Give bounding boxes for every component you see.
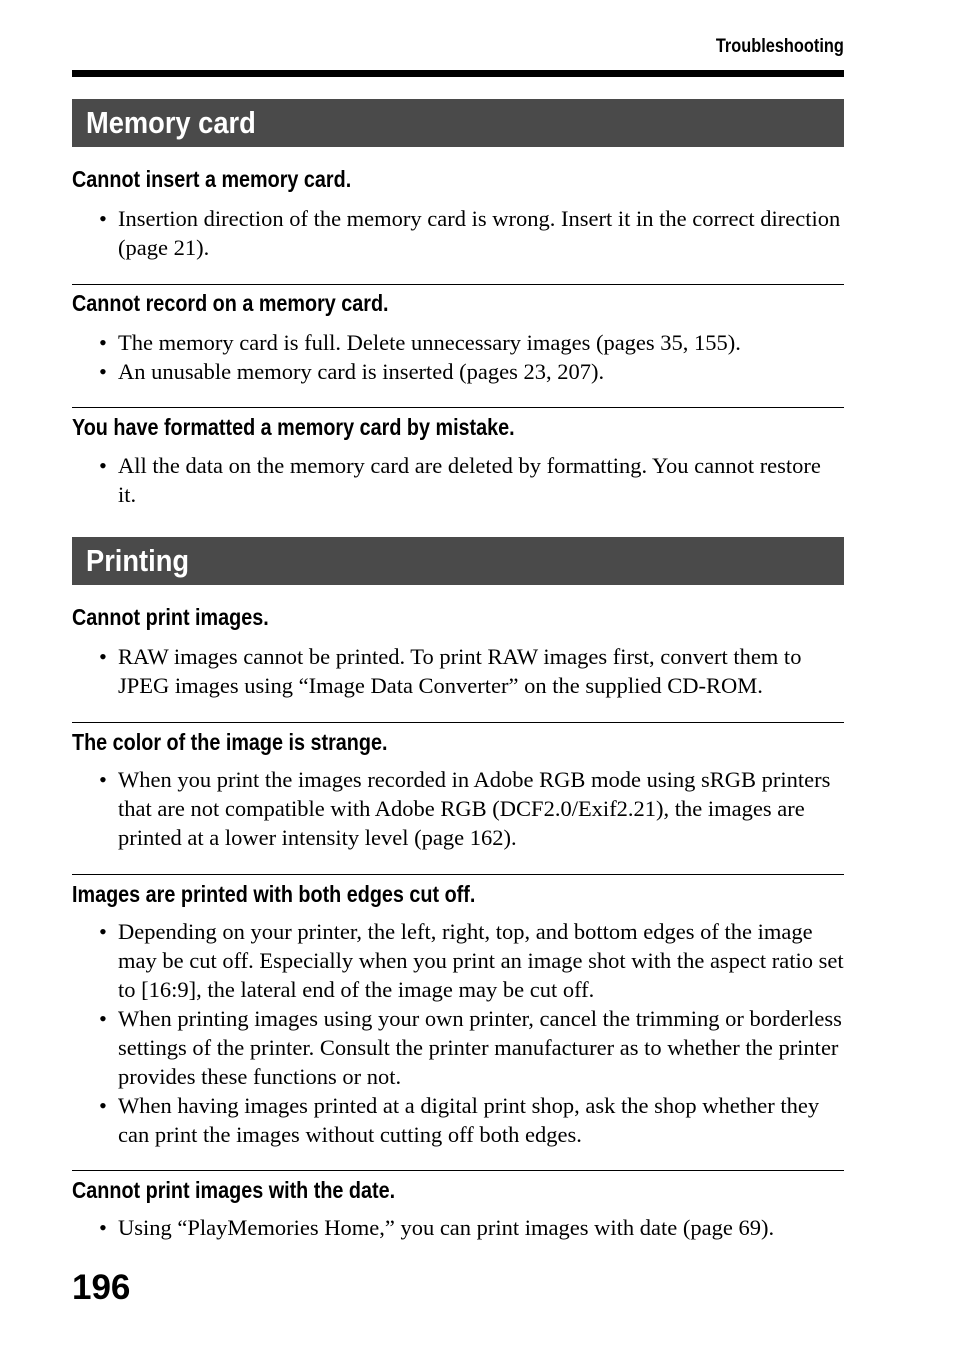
- faq-question: Cannot print images.: [72, 604, 269, 630]
- page-number: 196: [72, 1268, 131, 1307]
- faq-answer: • An unusable memory card is inserted (pages 23, 207).: [72, 357, 844, 386]
- faq-answer-list: [72, 204, 844, 262]
- section-title-text: Memory card: [86, 105, 256, 140]
- faq-item: [72, 874, 844, 1149]
- faq-item: [72, 284, 844, 386]
- faq-question: You have formatted a memory card by mistake.: [72, 414, 515, 440]
- faq-answer: • Insertion direction of the memory card is wrong. Insert it in the correct direction (page 21).: [72, 204, 844, 262]
- faq-answer: • RAW images cannot be printed. To print RAW images first, convert them to JPEG images using “Image Data Converter” on the supplied CD-ROM.: [72, 642, 844, 700]
- faq-answer-list: [72, 765, 844, 852]
- faq-question: Cannot print images with the date.: [72, 1177, 396, 1203]
- faq-answer: • All the data on the memory card are deleted by formatting. You cannot restore it.: [72, 451, 844, 509]
- faq-answer-list: [72, 451, 844, 509]
- faq-item: [72, 407, 844, 509]
- section-title-text: Printing: [86, 543, 190, 578]
- faq-item: [72, 603, 844, 700]
- faq-answer: • The memory card is full. Delete unnecessary images (pages 35, 155).: [72, 328, 844, 357]
- faq-item: [72, 165, 844, 262]
- faq-answer: • When you print the images recorded in Adobe RGB mode using sRGB printers that are not compatible with Adobe RGB (DCF2.0/Exif2.21), the images are printed at a lower intensity level (page 162).: [72, 765, 844, 852]
- running-head: Troubleshooting: [716, 36, 844, 57]
- faq-answer-list: [72, 328, 844, 386]
- section-title-printing: [72, 537, 844, 585]
- faq-answer-list: [72, 917, 844, 1149]
- faq-answer: • When having images printed at a digital print shop, ask the shop whether they can print the images without cutting off both edges.: [72, 1091, 844, 1149]
- faq-question: Cannot insert a memory card.: [72, 166, 352, 192]
- faq-answer: • Using “PlayMemories Home,” you can print images with date (page 69).: [72, 1213, 844, 1242]
- section-title-memory-card: [72, 99, 844, 147]
- faq-item: [72, 1170, 844, 1242]
- faq-question: Images are printed with both edges cut off.: [72, 881, 476, 907]
- faq-question: The color of the image is strange.: [72, 729, 388, 755]
- faq-answer: • Depending on your printer, the left, right, top, and bottom edges of the image may be cut off. Especially when you print an image shot with the aspect ratio set to [16:9], the lateral end of the image may be cut off.: [72, 917, 844, 1004]
- faq-answer-list: [72, 1213, 844, 1242]
- faq-item: [72, 722, 844, 852]
- header-rule: [72, 70, 844, 77]
- faq-answer-list: [72, 642, 844, 700]
- faq-answer: • When printing images using your own printer, cancel the trimming or borderless settings of the printer. Consult the printer manufacturer as to whether the printer provides these functions or not.: [72, 1004, 844, 1091]
- faq-question: Cannot record on a memory card.: [72, 290, 389, 316]
